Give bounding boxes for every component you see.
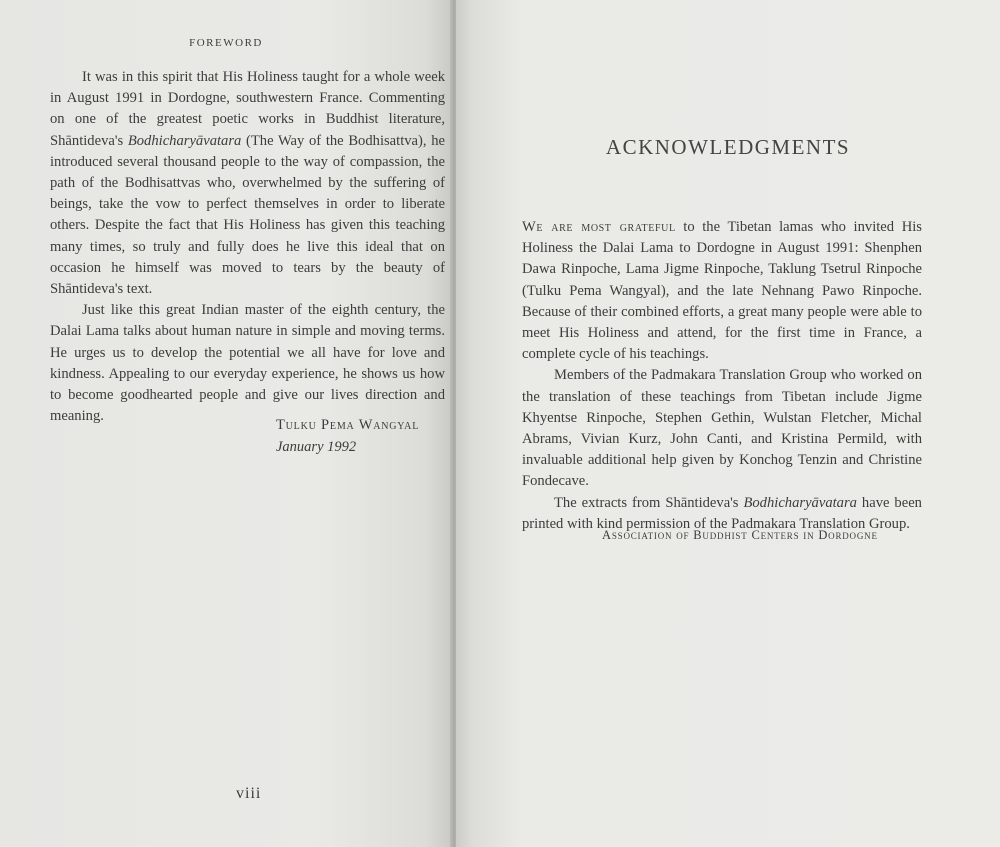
paragraph-text: It was in this spirit that His Holiness taught for a whole week in August 1991 in Dordogne, southwestern France. Commenting on one of the greatest poetic works in Buddhist literature, Shāntideva's	[50, 69, 445, 149]
foreword-signature	[276, 414, 419, 458]
foreword-body	[50, 67, 445, 427]
book-title: Bodhicharyāvatara	[127, 132, 242, 149]
paragraph-text: (The Way of the Bodhisattva), he introduced several thousand people to the way of compassion, the path of the Bodhisattvas who, overwhelmed by the suffering of beings, take the vow to perfect themselves in order to liberate others. Despite the fact that His Holiness has given this teaching many times, so truly and fully does he live this ideal that on occasion he himself was moved to tears by the beauty of Shāntideva's text.	[50, 132, 445, 298]
signature-date: January 1992	[276, 439, 357, 455]
acknowledgments-body	[522, 217, 922, 535]
foreword-paragraph-1	[50, 67, 445, 300]
right-page	[456, 0, 1000, 847]
lead-in-small-caps: We are most grateful	[522, 219, 676, 235]
chapter-title: ACKNOWLEDGMENTS	[605, 135, 851, 159]
page-number: viii	[236, 785, 262, 802]
organization-signature: Association of Buddhist Centers in Dordogne	[602, 528, 878, 542]
left-page	[0, 0, 452, 847]
book-title: Bodhicharyāvatara	[743, 494, 857, 511]
acknowledgments-paragraph-1	[522, 217, 922, 365]
foreword-paragraph-2: Just like this great Indian master of the eighth century, the Dalai Lama talks about human nature in simple and moving terms. He urges us to develop the potential we all have for love and kindness. Appealing to our everyday experience, he shows us how to become goodhearted people and give our lives direction and meaning.	[50, 302, 445, 425]
paragraph-text: have been printed with kind permission of the Padmakara Translation Group.	[522, 494, 922, 532]
paragraph-text: The extracts from Shāntideva's	[554, 494, 744, 511]
paragraph-text: to the Tibetan lamas who invited His Holiness the Dalai Lama to Dordogne in August 1991: Shenphen Dawa Rinpoche, Lama Jigme Rinpoche, Taklung Tsetrul Rinpoche (Tulku Pema Wangyal), and the late Nehnang Pawo Rinpoche. Because of their combined efforts, a great many people were able to meet His Holiness and attend, for the first time in France, a complete cycle of his teachings.	[522, 219, 922, 363]
signature-name: Tulku Pema Wangyal	[276, 417, 420, 433]
acknowledgments-paragraph-2: Members of the Padmakara Translation Group who worked on the translation of these teachings from Tibetan include Jigme Khyentse Rinpoche, Stephen Gethin, Wulstan Fletcher, Michal Abrams, Vivian Kurz, John Canti, and Kristina Permild, with invaluable additional help given by Konchog Tenzin and Christine Fondecave.	[522, 367, 922, 490]
running-head: FOREWORD	[189, 37, 263, 49]
